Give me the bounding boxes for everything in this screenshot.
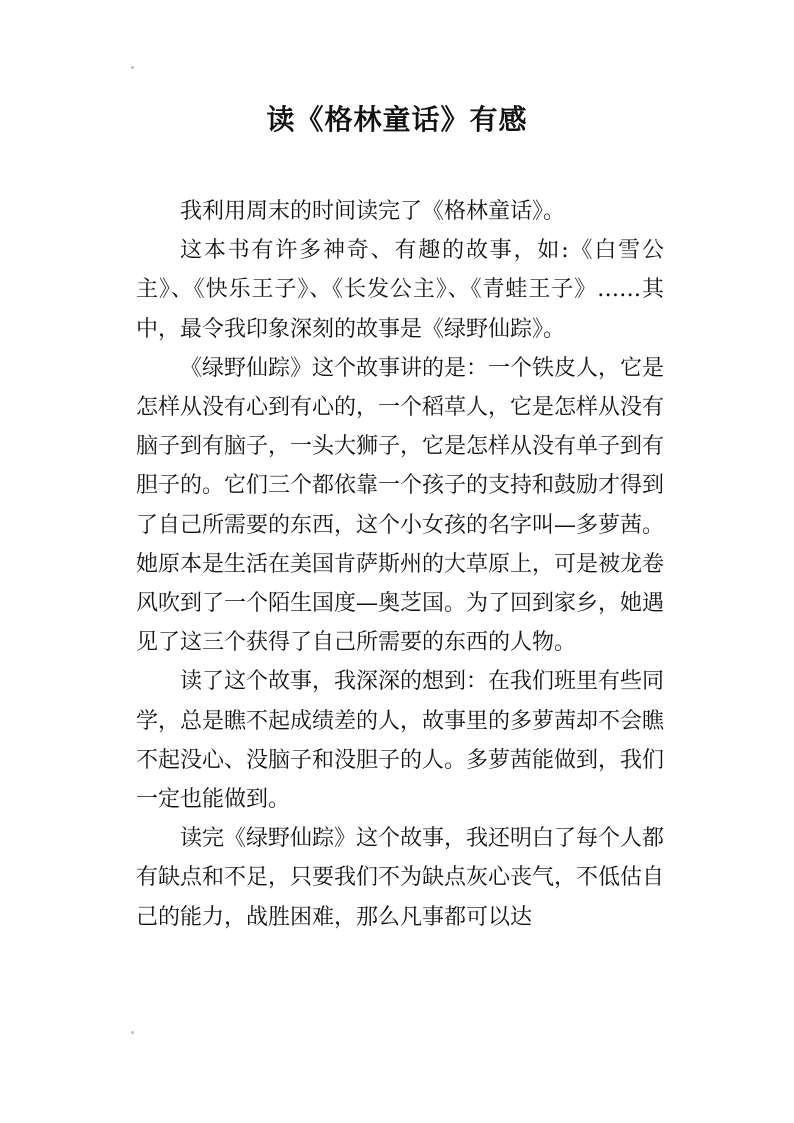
corner-mark-bottom bbox=[131, 1031, 134, 1034]
paragraph: 读了这个故事，我深深的想到：在我们班里有些同学，总是瞧不起成绩差的人，故事里的多萝茜却不会瞧不起没心、没脑子和没胆子的人。多萝茜能做到，我们一定也能做到。 bbox=[136, 669, 665, 813]
corner-mark-top bbox=[131, 66, 134, 69]
article-body bbox=[136, 192, 664, 937]
page-title: 读《格林童话》有感 bbox=[266, 103, 528, 136]
paragraph: 我利用周末的时间读完了《格林童话》。 bbox=[180, 199, 566, 224]
paragraph: 读完《绿野仙踪》这个故事，我还明白了每个人都有缺点和不足，只要我们不为缺点灰心丧气，不低估自己的能力，战胜困难，那么凡事都可以达 bbox=[136, 826, 665, 930]
paragraph: 这本书有许多神奇、有趣的故事，如:《白雪公主》、《快乐王子》、《长发公主》、《青蛙王子》……其中，最令我印象深刻的故事是《绿野仙踪》。 bbox=[136, 238, 664, 342]
paragraph: 《绿野仙踪》这个故事讲的是：一个铁皮人，它是怎样从没有心到有心的，一个稻草人，它是怎样从没有脑子到有脑子，一头大狮子，它是怎样从没有单子到有胆子的。它们三个都依靠一个孩子的支持和鼓励才得到了自己所需要的东西，这个小女孩的名字叫—多萝茜。她原本是生活在美国肯萨斯州的大草原上，可是被龙卷风吹到了一个陌生国度—奥芝国。为了回到家乡，她遇见了这三个获得了自己所需要的东西的人物。 bbox=[136, 355, 665, 656]
